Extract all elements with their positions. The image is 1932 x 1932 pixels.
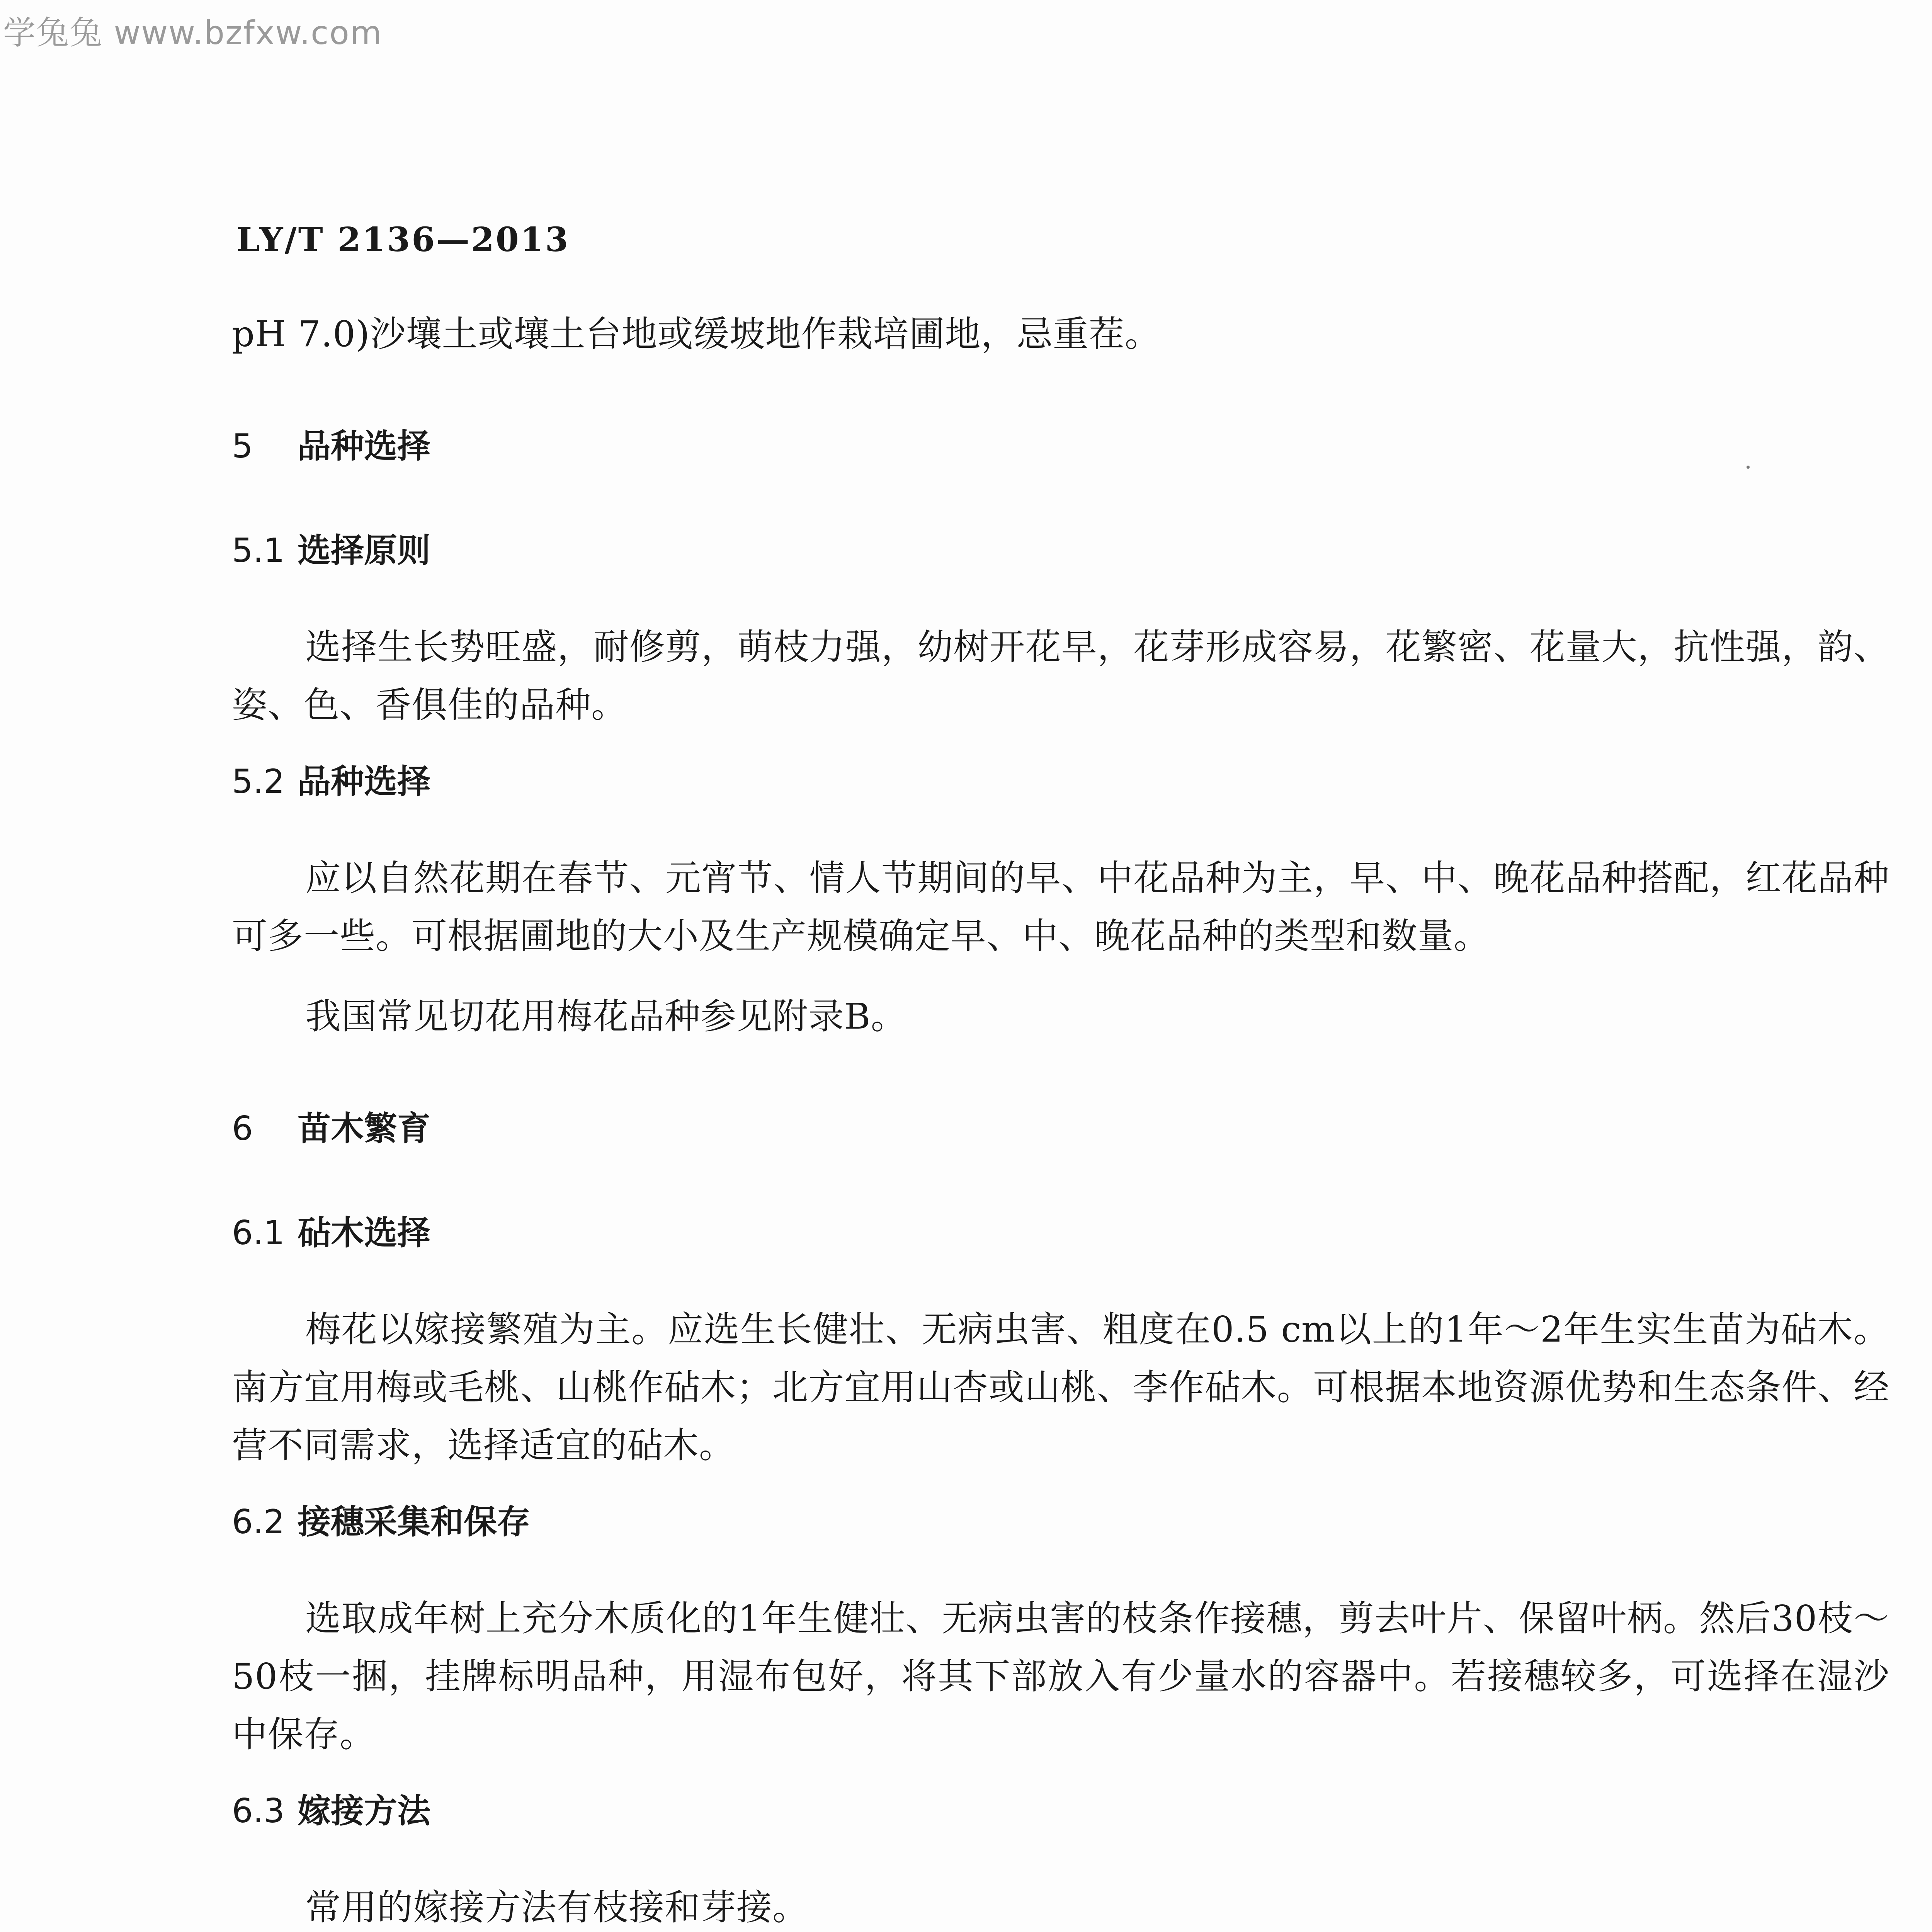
heading-number: 5.1 [232,531,285,570]
subsection-heading [232,1208,1889,1258]
section-heading [232,421,1889,471]
subsection-heading [232,1786,1889,1836]
body-paragraph: 选取成年树上充分木质化的1年生健壮、无病虫害的枝条作接穗，剪去叶片、保留叶柄。然后30枝～50枝一捆，挂牌标明品种，用湿布包好，将其下部放入有少量水的容器中。若接穗较多，可选择在湿沙中保存。 [232,1598,1889,1755]
heading-title: 嫁接方法 [298,1792,430,1830]
heading-number: 5.2 [232,762,285,801]
body-paragraph: 应以自然花期在春节、元宵节、情人节期间的早、中花品种为主，早、中、晚花品种搭配，红花品种可多一些。可根据圃地的大小及生产规模确定早、中、晚花品种的类型和数量。 [232,857,1889,957]
heading-title: 品种选择 [298,427,430,466]
subsection-heading [232,526,1889,576]
subsection-heading [232,1497,1889,1547]
document-body [232,305,1889,1932]
heading-title: 砧木选择 [298,1214,430,1252]
body-paragraph: pH 7.0)沙壤土或壤土台地或缓坡地作栽培圃地，忌重茬。 [232,313,1161,355]
section-heading [232,1104,1889,1154]
subsection-heading [232,757,1889,807]
standard-code-header: LY/T 2136—2013 [236,220,570,259]
heading-title: 接穗采集和保存 [298,1503,530,1541]
body-paragraph: 我国常见切花用梅花品种参见附录B。 [305,996,907,1037]
heading-number: 6 [232,1109,253,1148]
body-paragraph: 梅花以嫁接繁殖为主。应选生长健壮、无病虫害、粗度在0.5 cm以上的1年～2年生实生苗为砧木。南方宜用梅或毛桃、山桃作砧木；北方宜用山杏或山桃、李作砧木。可根据本地资源优势和生态条件、经营不同需求，选择适宜的砧木。 [232,1309,1889,1466]
heading-number: 6.3 [232,1792,285,1830]
heading-number: 6.2 [232,1503,285,1541]
scan-speck [1747,466,1750,469]
body-paragraph: 常用的嫁接方法有枝接和芽接。 [305,1887,809,1928]
heading-title: 品种选择 [298,762,430,801]
heading-number: 6.1 [232,1214,285,1252]
heading-title: 选择原则 [298,531,430,570]
body-paragraph: 选择生长势旺盛，耐修剪，萌枝力强，幼树开花早，花芽形成容易，花繁密、花量大，抗性强，韵、姿、色、香俱佳的品种。 [232,626,1889,726]
heading-title: 苗木繁育 [298,1109,430,1148]
heading-number: 5 [232,427,253,466]
watermark-text: 学兔兔 www.bzfxw.com [3,14,383,52]
